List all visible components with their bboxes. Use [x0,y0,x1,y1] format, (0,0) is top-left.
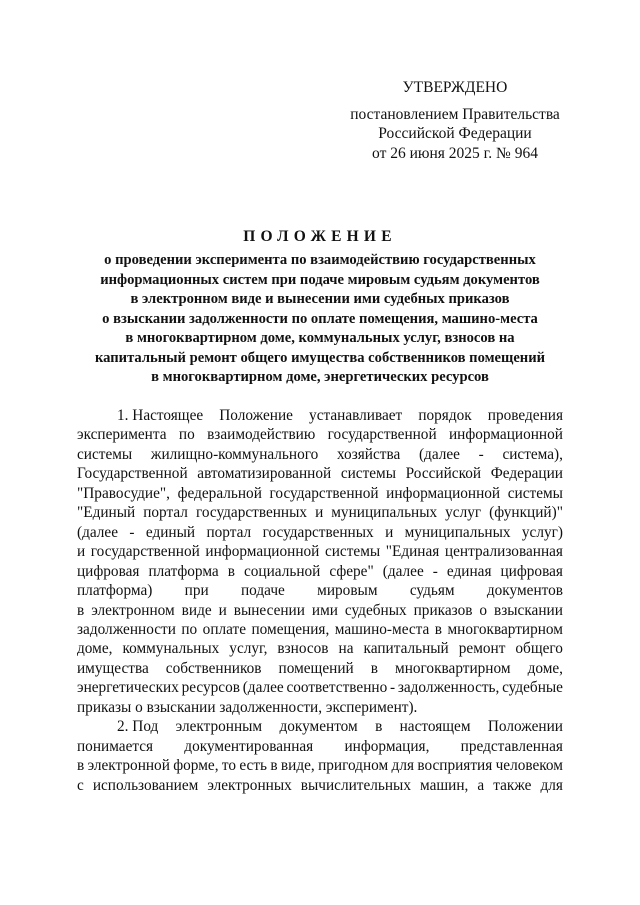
word: эксперимента [77,426,167,444]
word: машино-места [334,620,430,638]
text-line [77,620,563,639]
word: в [434,620,442,638]
word: государственной [327,426,437,444]
word: виде, [280,757,315,775]
text-line [77,581,563,600]
word: платформа) [77,582,153,600]
word: имущества [77,659,149,677]
word: системы [77,445,133,463]
text-line [77,601,563,620]
word: а [477,776,485,794]
word: портал [206,523,252,541]
word: электронном [91,601,175,619]
word: подаче [241,582,285,600]
word: Государственной [77,465,188,483]
word: судебных [344,601,407,619]
word: "Единый [77,504,136,522]
word: о [479,601,488,619]
word: ремонт [458,640,506,658]
word: государственной [269,484,379,502]
text-line [77,503,563,522]
word: системы [340,465,397,483]
word: приказы о взыскании задолженности, эксперимент). [77,698,418,716]
word: и [385,523,394,541]
word: по [181,620,198,638]
word: - [129,523,135,541]
word: информационной [205,543,320,561]
word: форме, [173,757,219,775]
word: многоквартирном [447,620,563,638]
word: капитальный [363,640,449,658]
document-body [77,406,563,795]
text-line [77,464,563,483]
word: человеком [495,757,563,775]
word: с [77,776,84,794]
word: соответственно [286,679,388,697]
word: хозяйства [336,445,401,463]
word: то [221,757,237,775]
word: (далее [77,523,119,541]
word: документов [486,582,563,600]
word: жилищно-коммунального [150,445,319,463]
approval-line: постановлением Правительства [350,105,560,123]
word: и [218,601,227,619]
word: энергетических [77,679,179,697]
subtitle-line: о взыскании задолженности по оплате помещения, машино-места [102,310,538,327]
word: взыскании [494,601,563,619]
word: доме, [527,659,563,677]
word: и [77,543,86,561]
word: мировым [317,582,378,600]
word: (далее [382,562,424,580]
word: - [432,562,438,580]
document-title: ПОЛОЖЕНИЕ [243,228,397,245]
word: взносов [277,640,329,658]
word: собственников [165,659,262,677]
word: на [338,640,354,658]
text-line [77,737,563,756]
word: по [178,426,195,444]
word: системы [324,543,381,561]
word: Российской [405,465,482,483]
word: государственной [90,543,200,561]
word: системы [507,484,563,502]
word: в [77,757,85,775]
word: в [77,601,85,619]
text-line [77,717,563,736]
subtitle-line: в многоквартирном доме, коммунальных услуг, взносов на [125,330,515,346]
word: электронной [87,757,170,775]
word: 1. Настоящее [117,407,204,424]
text-line [77,542,563,561]
text-line [77,406,563,425]
word: помещения, [251,620,330,638]
word: услуг, [229,640,268,658]
word: Положение [219,407,293,424]
word: судебные [502,679,563,697]
text-line [77,639,563,658]
word: проведения [487,407,563,424]
word: в [270,757,278,775]
word: социальной [243,562,321,580]
word: система), [502,445,563,463]
word: услуг [445,504,482,522]
word: Положении [487,718,563,736]
word: порядок [418,407,472,424]
word: вычислительных [300,776,411,794]
word: (далее [418,445,460,463]
word: многоквартирном [395,659,511,677]
paragraph-1 [77,406,563,717]
word: задолженность, [397,679,500,697]
word: для [391,757,414,775]
approval-block [340,78,570,163]
word: централизованная [444,543,563,561]
word: взаимодействию [207,426,316,444]
word: есть [239,757,267,775]
word: приказов [413,601,473,619]
word: в [227,562,235,580]
text-line [77,523,563,542]
text-line [77,756,563,775]
word: государственных [195,504,308,522]
word: коммунальных [122,640,220,658]
word: информационной [386,484,501,502]
word: (далее [242,679,284,697]
word: восприятия [417,757,493,775]
word: оплате [202,620,247,638]
word: документом [279,718,358,736]
word: электронных [207,776,292,794]
word: также [493,776,532,794]
word: муниципальных [404,523,511,541]
word: - [478,445,484,463]
text-line [77,484,563,503]
word: документированная [184,737,314,755]
document-subtitle [60,251,580,388]
word: информационной [449,426,563,444]
word: судьям [409,582,455,600]
word: вынесении [233,601,305,619]
text-line [77,425,563,444]
word: доме, [77,640,113,658]
word: настоящем [399,718,471,736]
word: единая [446,562,492,580]
word: общего [515,640,563,658]
word: "Единая [385,543,440,561]
word: при [184,582,209,600]
word: федеральной [177,484,262,502]
word: в [375,718,383,736]
word: виде [181,601,212,619]
word: и [315,504,324,522]
word: цифровая [500,562,563,580]
word: ресурсов [181,679,240,697]
word: устанавливает [309,407,403,424]
word: пригодном [318,757,389,775]
word: (функций)" [489,504,563,522]
word: информация, [344,737,430,755]
word: муниципальных [331,504,438,522]
text-line [77,776,563,795]
word: понимается [77,737,154,755]
word: платформа [148,562,219,580]
word: Федерации [490,465,563,483]
subtitle-line: информационных систем при подаче мировым судьям документов [100,271,540,288]
word: для [540,776,563,794]
word: цифровая [77,562,140,580]
word: представленная [460,737,563,755]
text-line [77,698,563,717]
text-line [77,678,563,697]
subtitle-line: в электронном виде и вынесении ими судебных приказов [130,291,510,307]
word: использованием [92,776,199,794]
word: ими [311,601,338,619]
word: услуг) [521,523,563,541]
word: "Правосудие", [77,484,170,502]
word: государственных [262,523,374,541]
approval-heading: УТВЕРЖДЕНО [402,79,508,96]
approval-line: от 26 июня 2025 г. № 964 [372,144,538,162]
text-line [77,445,563,464]
approval-line: Российской Федерации [378,125,532,142]
word: в [370,659,378,677]
word: портал [143,504,188,522]
word: автоматизированной [197,465,332,483]
subtitle-line: о проведении эксперимента по взаимодействию государственных [104,252,536,268]
paragraph-2 [77,717,563,795]
text-line [77,659,563,678]
word: задолженности [77,620,176,638]
word: помещений [278,659,354,677]
word: сфере" [329,562,374,580]
word: единый [145,523,196,541]
word: электронным [175,718,263,736]
word: - [389,679,396,697]
text-line [77,562,563,581]
subtitle-line: в многоквартирном доме, энергетических ресурсов [151,369,489,385]
subtitle-line: капитальный ремонт общего имущества собственников помещений [94,349,546,366]
word: машин, [420,776,469,794]
word: 2. Под [117,718,159,736]
